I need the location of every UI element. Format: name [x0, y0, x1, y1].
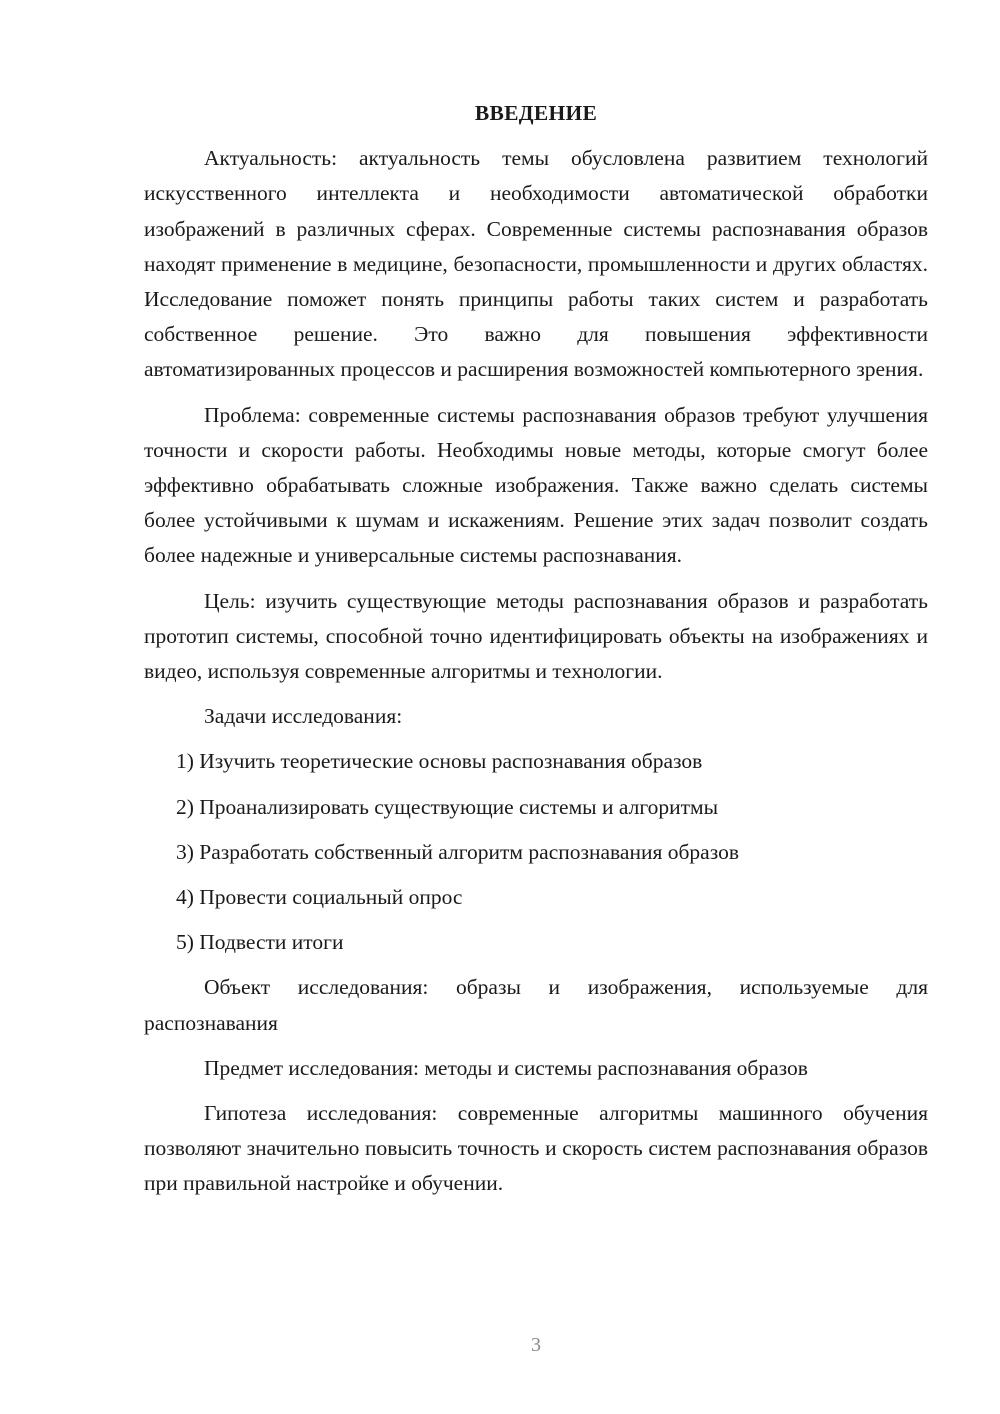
list-item: 4) Провести социальный опрос	[176, 885, 463, 910]
paragraph-goal: Цель: изучить существующие методы распознавания образов и разработать прототип системы, способной точно идентифицировать объекты на изображениях и видео, используя современные алгоритмы и технологии.	[144, 588, 928, 684]
paragraph-tasks-heading: Задачи исследования:	[204, 704, 403, 729]
document-page	[144, 96, 928, 1202]
list-item: 1) Изучить теоретические основы распознавания образов	[176, 749, 703, 774]
paragraph-problem: Проблема: современные системы распознавания образов требуют улучшения точности и скорости работы. Необходимы новые методы, которые смогут более эффективно обрабатывать сложные изображения. Также важно сделать системы более устойчивыми к шумам и искажениям. Решение этих задач позволит создать более надежные и универсальные системы распознавания.	[144, 402, 928, 568]
tasks-list	[144, 744, 928, 960]
paragraph-hypothesis: Гипотеза исследования: современные алгоритмы машинного обучения позволяют значительно повысить точность и скорость систем распознавания образов при правильной настройке и обучении.	[144, 1101, 928, 1196]
list-item: 5) Подвести итоги	[176, 930, 344, 955]
list-item: 3) Разработать собственный алгоритм распознавания образов	[176, 839, 739, 864]
paragraph-relevance: Актуальность: актуальность темы обусловлена развитием технологий искусственного интеллекта и необходимости автоматической обработки изображений в различных сферах. Современные системы распознавания образов находят применение в медицине, безопасности, промышленности и других областях. Исследование поможет понять принципы работы таких систем и разработать собственное решение. Это важно для повышения эффективности автоматизированных процессов и расширения возможностей компьютерного зрения.	[144, 146, 928, 382]
paragraph-subject: Предмет исследования: методы и системы распознавания образов	[204, 1055, 808, 1080]
page-number: 3	[531, 1334, 541, 1356]
section-title: ВВЕДЕНИЕ	[474, 101, 598, 125]
list-item: 2) Проанализировать существующие системы и алгоритмы	[176, 794, 719, 819]
paragraph-object: Объект исследования: образы и изображения, используемые для распознавания	[144, 975, 928, 1035]
